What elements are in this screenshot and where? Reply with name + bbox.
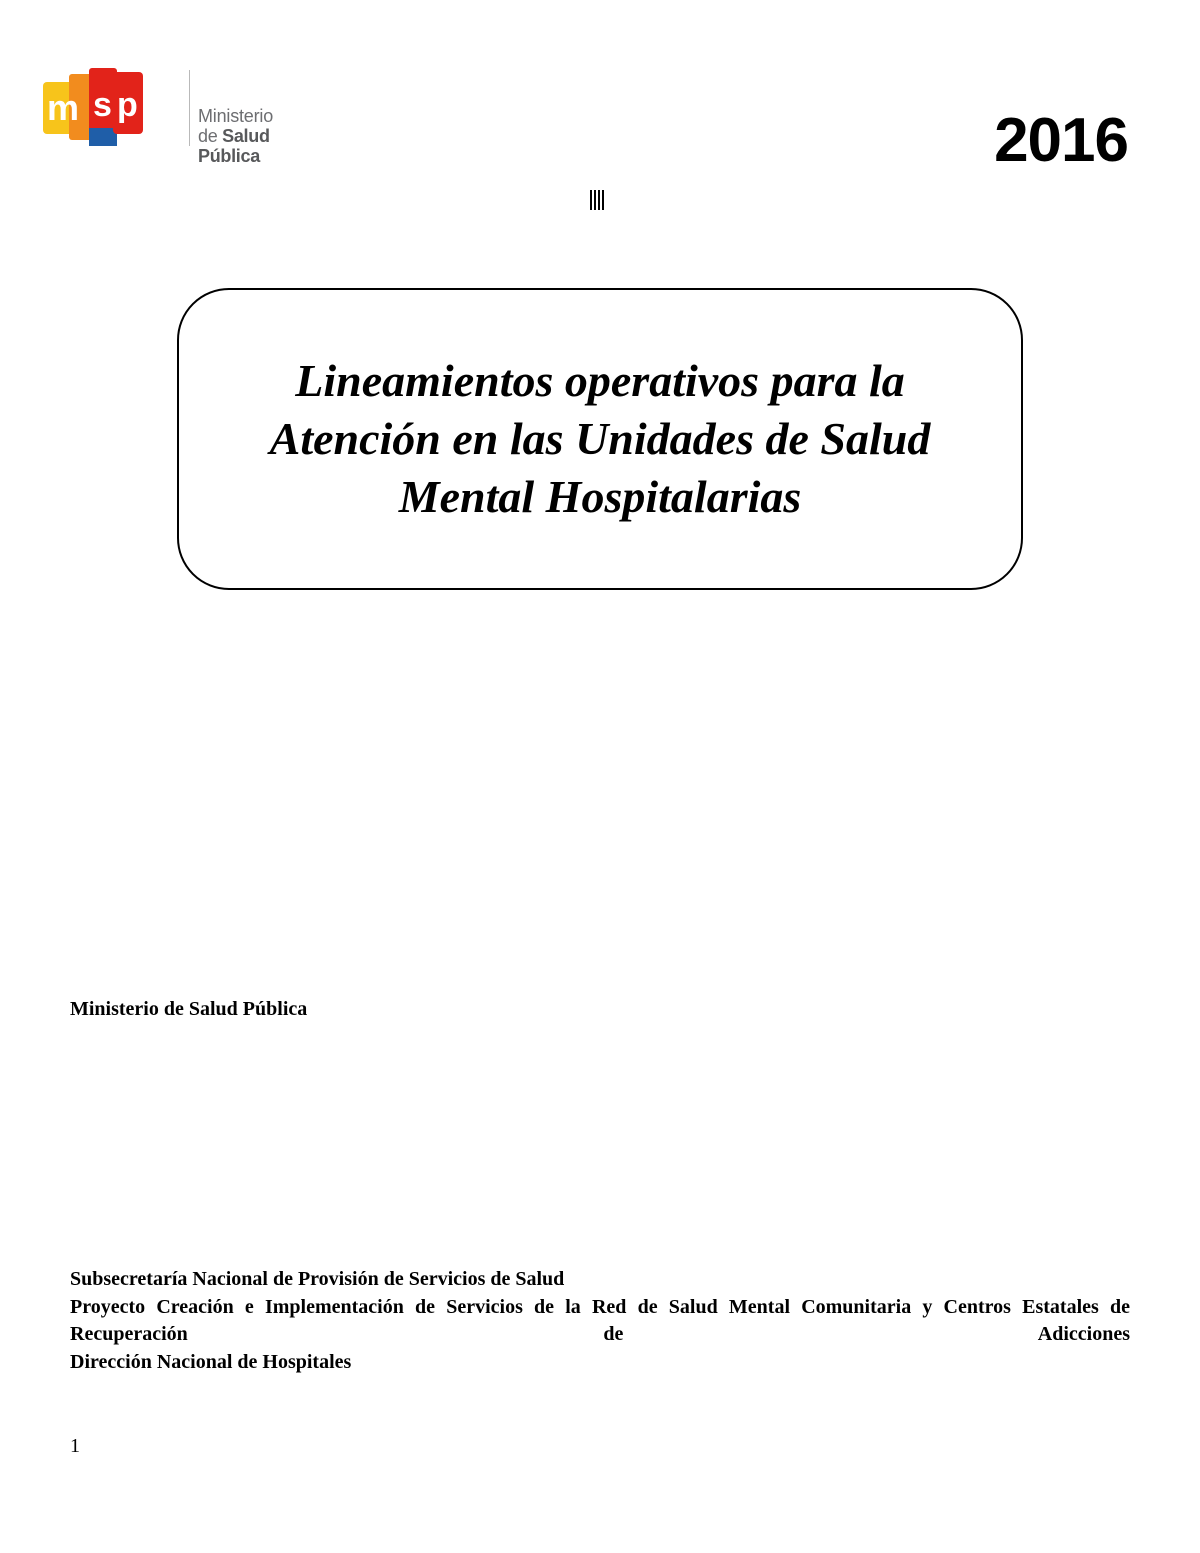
logo-line2-prefix: de [198, 126, 223, 146]
responsible-units [70, 1266, 1130, 1376]
title-line-3: Mental Hospitalarias [398, 471, 802, 522]
msp-logo [43, 68, 305, 166]
unit-subsecretaria: Subsecretaría Nacional de Provisión de Servicios de Salud [70, 1268, 565, 1290]
logo-divider [189, 70, 190, 146]
ministry-name: Ministerio de Salud Pública [70, 998, 308, 1020]
msp-logo-mark [43, 68, 143, 146]
title-line-1: Lineamientos operativos para la [295, 355, 905, 406]
document-year: 2016 [994, 106, 1128, 175]
logo-line-salud-publica [198, 126, 305, 166]
svg-text:s: s [93, 86, 112, 124]
unit-direccion: Dirección Nacional de Hospitales [70, 1350, 352, 1373]
svg-text:m: m [47, 87, 80, 128]
barcode-mark [590, 190, 610, 210]
title-line-2: Atención en las Unidades de Salud [269, 413, 931, 464]
unit-proyecto: Proyecto Creación e Implementación de Servicios de la Red de Salud Mental Comunitaria y Centros Estatales de Recuperación de Adicciones [70, 1295, 1130, 1345]
logo-line2-bold: Salud Pública [198, 126, 270, 166]
logo-wordmark [198, 106, 305, 166]
logo-line-ministerio: Ministerio [198, 106, 274, 126]
page-number: 1 [70, 1435, 80, 1457]
title-box [177, 288, 1023, 590]
svg-text:p: p [117, 86, 138, 124]
